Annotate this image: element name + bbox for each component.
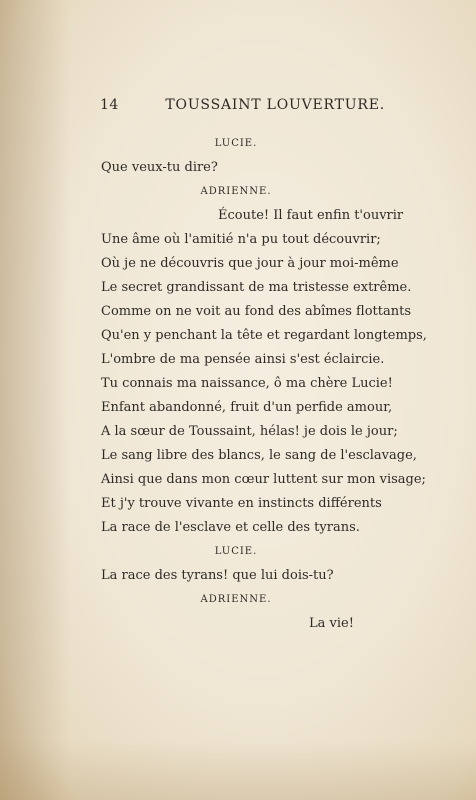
verse-line: Enfant abandonné, fruit d'un perfide amour, xyxy=(101,400,393,415)
verse-line: Qu'en y penchant la tête et regardant longtemps, xyxy=(101,328,427,343)
speaker-name: LUCIE. xyxy=(214,546,258,557)
spine-shadow xyxy=(0,0,70,800)
verse-line: Tu connais ma naissance, ô ma chère Lucie! xyxy=(101,376,393,391)
verse-line: Le secret grandissant de ma tristesse extrême. xyxy=(101,280,412,295)
verse-line: Une âme où l'amitié n'a pu tout découvrir; xyxy=(101,232,381,247)
running-title: TOUSSAINT LOUVERTURE. xyxy=(165,97,385,113)
dialogue-text xyxy=(101,132,427,636)
verse-line: Le sang libre des blancs, le sang de l'esclavage, xyxy=(101,448,417,463)
verse-line: A la sœur de Toussaint, hélas! je dois le jour; xyxy=(101,424,398,439)
speaker-name: ADRIENNE. xyxy=(200,186,272,197)
verse-line: La vie! xyxy=(309,616,354,631)
verse-line: Et j'y trouve vivante en instincts différents xyxy=(101,496,382,511)
verse-line: La race des tyrans! que lui dois-tu? xyxy=(101,568,334,583)
verse-line: Que veux-tu dire? xyxy=(101,160,218,175)
speaker-name: LUCIE. xyxy=(214,138,258,149)
verse-line: Ainsi que dans mon cœur luttent sur mon visage; xyxy=(101,472,426,487)
verse-line: L'ombre de ma pensée ainsi s'est éclaircie. xyxy=(101,352,385,367)
page-number: 14 xyxy=(100,97,119,113)
verse-line: Où je ne découvris que jour à jour moi-même xyxy=(101,256,399,271)
verse-line: La race de l'esclave et celle des tyrans. xyxy=(101,520,360,535)
verse-line: Comme on ne voit au fond des abîmes flottants xyxy=(101,304,412,319)
page-stain xyxy=(0,740,476,800)
speaker-name: ADRIENNE. xyxy=(200,594,272,605)
verse-line: Écoute! Il faut enfin t'ouvrir xyxy=(218,208,404,223)
running-header xyxy=(100,97,385,117)
